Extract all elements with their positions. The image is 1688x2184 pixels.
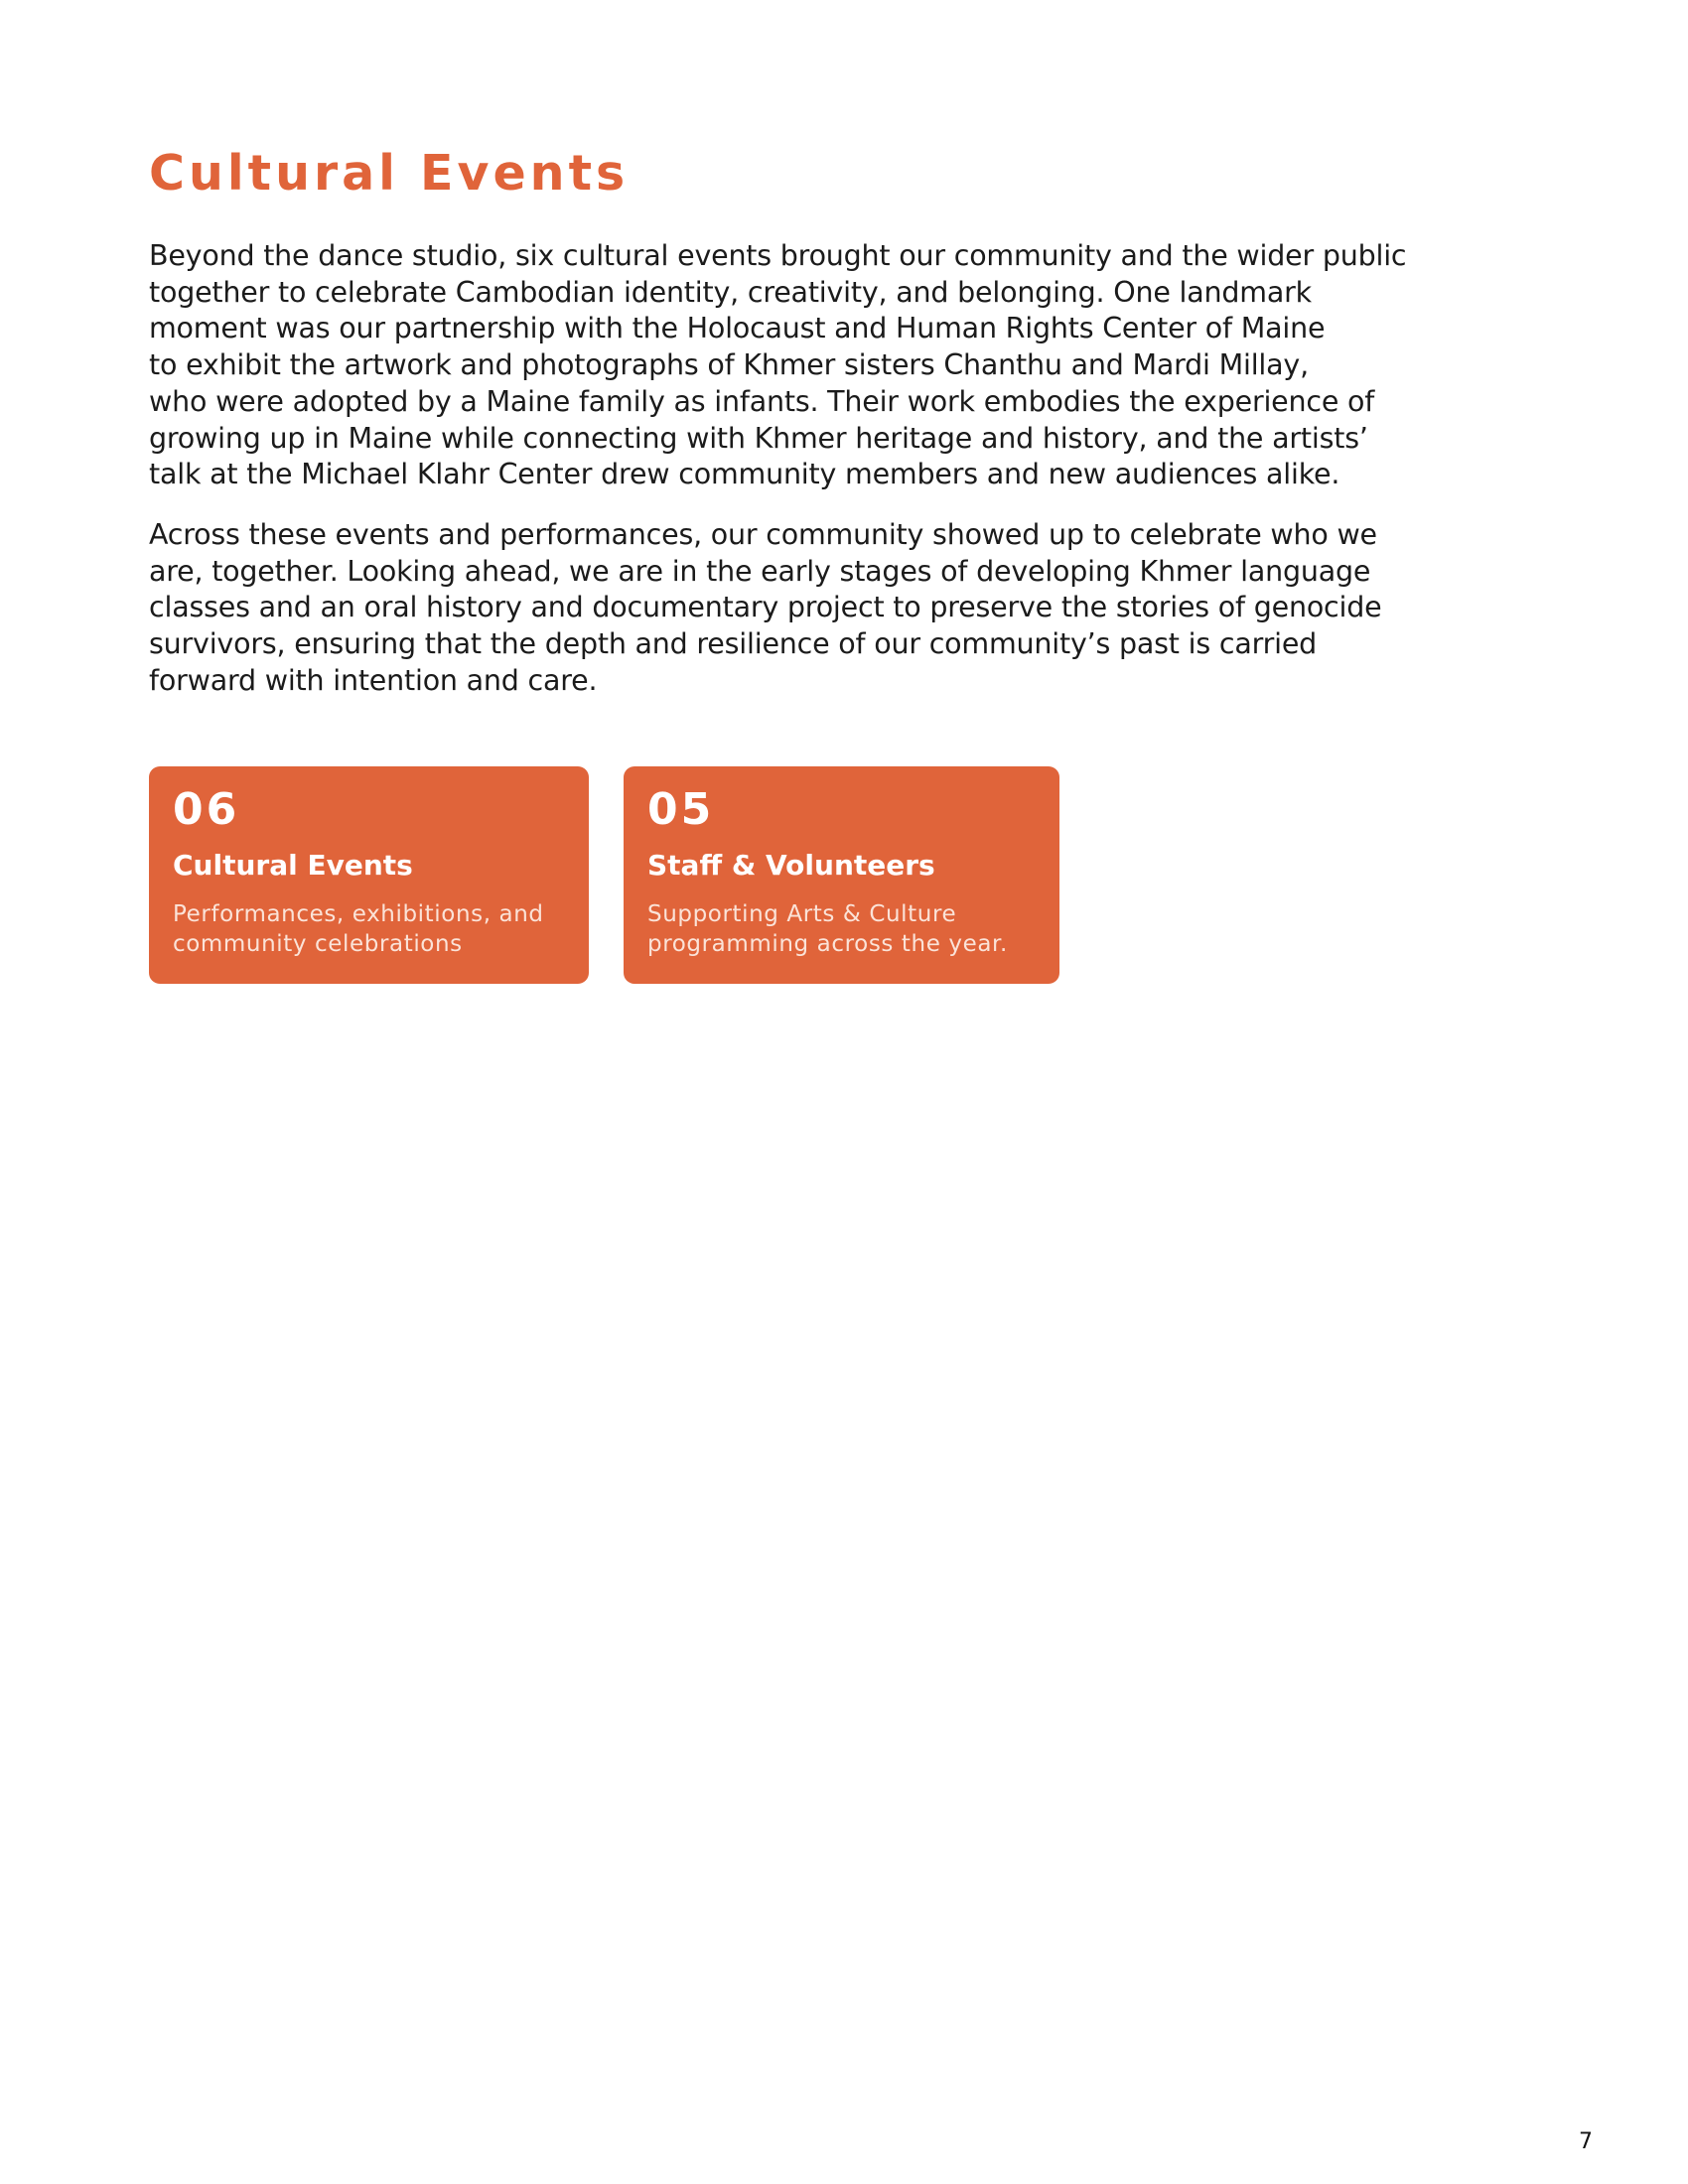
stat-description-line: Supporting Arts & Culture — [647, 901, 957, 927]
paragraph-looking-ahead — [149, 517, 1420, 700]
stat-description-line: programming across the year. — [647, 931, 1008, 957]
paragraph-line: who were adopted by a Maine family as infants. Their work embodies the experience of — [149, 384, 1375, 418]
paragraph-line: growing up in Maine while connecting with Khmer heritage and history, and the artists’ — [149, 421, 1368, 455]
stat-description-line: Performances, exhibitions, and — [173, 901, 544, 927]
page-title: Cultural Events — [149, 145, 630, 202]
paragraph-line: classes and an oral history and documentary project to preserve the stories of genocide — [149, 591, 1382, 624]
paragraph-line: are, together. Looking ahead, we are in the early stages of developing Khmer language — [149, 554, 1371, 588]
paragraph-line: together to celebrate Cambodian identity, creativity, and belonging. One landmark — [149, 275, 1312, 309]
body-copy — [149, 238, 1420, 723]
paragraph-line: moment was our partnership with the Holocaust and Human Rights Center of Maine — [149, 312, 1326, 345]
stat-description — [173, 899, 544, 959]
stat-number: 06 — [173, 784, 240, 835]
paragraph-line: Across these events and performances, our community showed up to celebrate who we — [149, 517, 1377, 551]
paragraph-cultural-events-intro — [149, 238, 1420, 493]
paragraph-line: to exhibit the artwork and photographs of Khmer sisters Chanthu and Mardi Millay, — [149, 348, 1309, 382]
paragraph-line: forward with intention and care. — [149, 663, 598, 697]
paragraph-line: Beyond the dance studio, six cultural events brought our community and the wider public — [149, 239, 1407, 272]
stat-description — [647, 899, 1008, 959]
stat-card-cultural-events — [149, 766, 589, 984]
stat-label: Cultural Events — [173, 849, 413, 882]
stat-label: Staff & Volunteers — [647, 849, 935, 882]
stat-card-staff-volunteers — [624, 766, 1059, 984]
page-number: 7 — [1579, 2129, 1593, 2154]
paragraph-line: talk at the Michael Klahr Center drew community members and new audiences alike. — [149, 458, 1340, 491]
paragraph-line: survivors, ensuring that the depth and resilience of our community’s past is carried — [149, 627, 1318, 661]
stat-description-line: community celebrations — [173, 931, 463, 957]
stat-number: 05 — [647, 784, 715, 835]
